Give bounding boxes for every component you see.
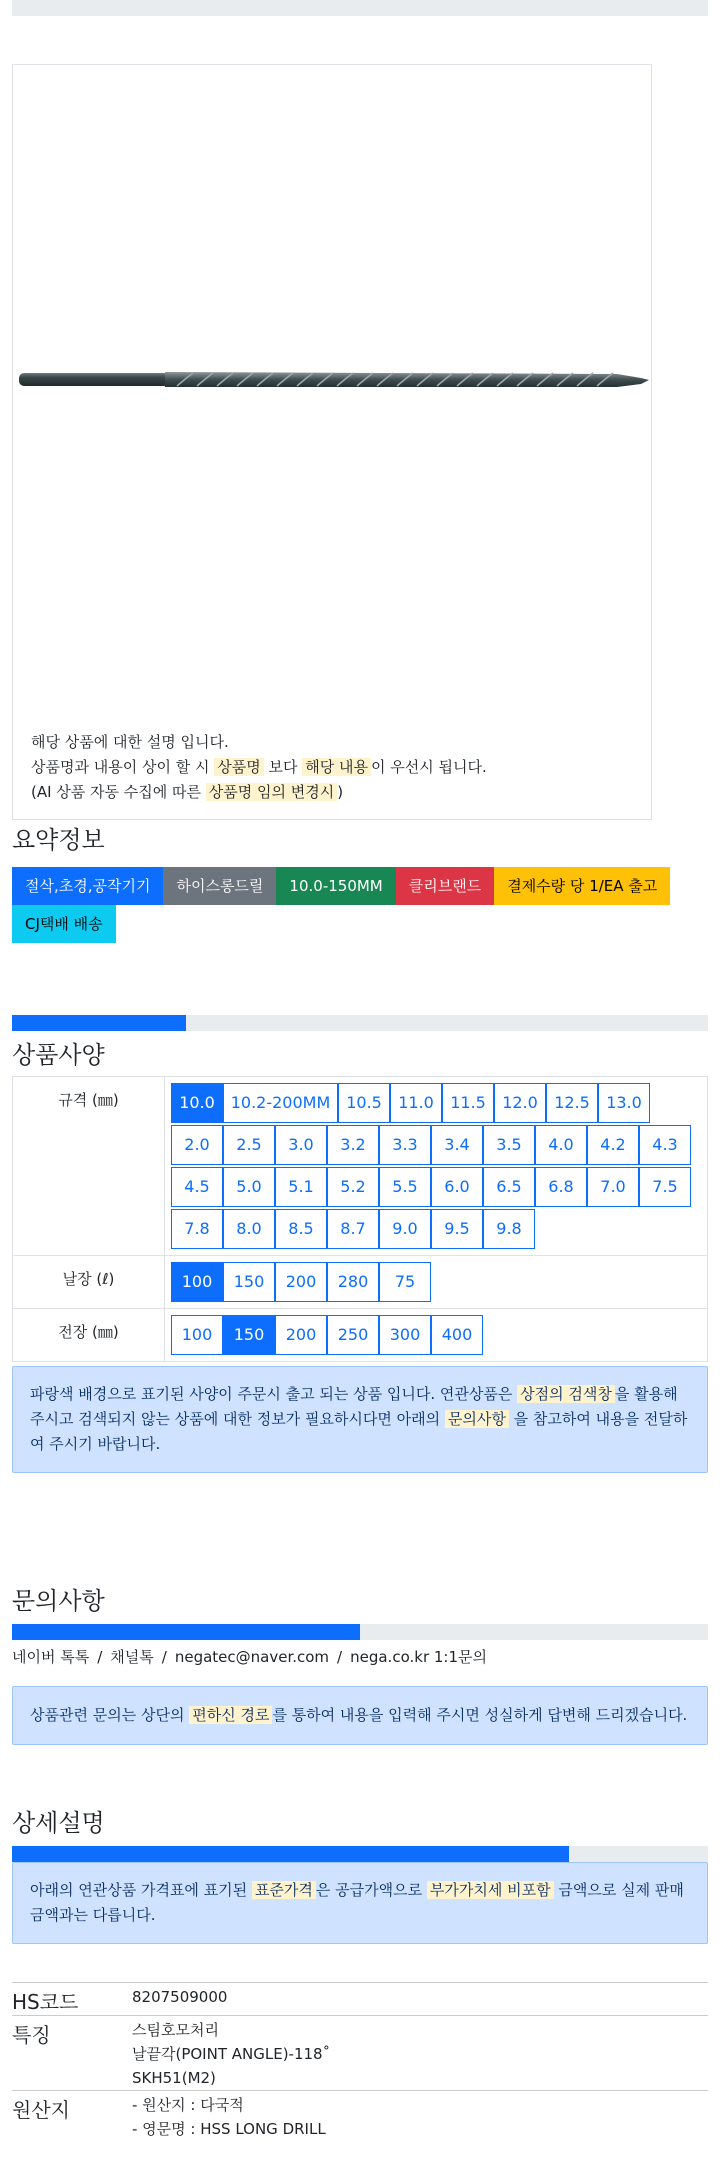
spec-option-button[interactable]: 10.0 (171, 1083, 223, 1123)
summary-tag: CJ택배 배송 (12, 905, 116, 943)
inquiry-alert: 상품관련 문의는 상단의 편하신 경로 를 통하여 내용을 입력해 주시면 성실하게 답변해 드리겠습니다. (12, 1686, 708, 1745)
info-key: 특징 (12, 2016, 132, 2091)
email-link[interactable]: negatec@naver.com (174, 1648, 330, 1666)
spec-options-size (165, 1077, 708, 1256)
highlight-standard-price: 표준가격 (252, 1881, 316, 1899)
spec-option-button[interactable]: 6.0 (431, 1167, 483, 1207)
spec-option-button[interactable]: 2.5 (223, 1125, 275, 1165)
detail-progress-bar (12, 1846, 708, 1862)
spec-option-button[interactable]: 9.8 (483, 1209, 535, 1249)
spec-option-button[interactable]: 100 (171, 1262, 223, 1302)
spec-option-button[interactable]: 3.4 (431, 1125, 483, 1165)
spec-option-button[interactable]: 10.2-200MM (223, 1083, 338, 1123)
spec-options-overall-length (165, 1309, 708, 1362)
spec-option-button[interactable]: 4.2 (587, 1125, 639, 1165)
spec-option-button[interactable]: 5.0 (223, 1167, 275, 1207)
spec-option-button[interactable]: 200 (275, 1315, 327, 1355)
spec-option-button[interactable]: 200 (275, 1262, 327, 1302)
spec-option-button[interactable]: 3.2 (327, 1125, 379, 1165)
spec-option-button[interactable]: 8.0 (223, 1209, 275, 1249)
spec-table (12, 1076, 708, 1362)
spec-option-button[interactable]: 7.5 (639, 1167, 691, 1207)
spec-option-button[interactable]: 6.8 (535, 1167, 587, 1207)
detail-progress-fill (12, 1846, 569, 1862)
highlight-vat-excluded: 부가가치세 비포함 (427, 1881, 554, 1899)
spec-row-overall-length (13, 1309, 708, 1362)
spec-option-button[interactable]: 280 (327, 1262, 379, 1302)
spec-option-button[interactable]: 9.5 (431, 1209, 483, 1249)
spec-option-button[interactable]: 300 (379, 1315, 431, 1355)
spec-option-button[interactable]: 2.0 (171, 1125, 223, 1165)
spec-option-button[interactable]: 7.0 (587, 1167, 639, 1207)
summary-tag: 결제수량 당 1/EA 출고 (494, 867, 670, 905)
spec-option-button[interactable]: 4.3 (639, 1125, 691, 1165)
top-bar (12, 0, 708, 16)
inquiry-links: 네이버 톡톡 / 채널톡 / negatec@naver.com / nega.co.kr 1:1문의 (12, 1648, 487, 1666)
spec-option-button[interactable]: 75 (379, 1262, 431, 1302)
spec-option-button[interactable]: 12.5 (546, 1083, 598, 1123)
spec-label-size: 규격 (㎜) (13, 1077, 165, 1256)
spec-option-button[interactable]: 5.5 (379, 1167, 431, 1207)
info-value: - 원산지 : 다국적 - 영문명 : HSS LONG DRILL (132, 2091, 708, 2142)
highlight-store-search: 상점의 검색창 (517, 1385, 615, 1403)
spec-title: 상품사양 (12, 1041, 105, 1069)
notice-line-1: 해당 상품에 대한 설명 입니다. (31, 733, 229, 751)
inquiry-progress-fill (12, 1624, 360, 1640)
spec-row-size (13, 1077, 708, 1256)
spec-option-button[interactable]: 13.0 (598, 1083, 650, 1123)
info-value: 8207509000 (132, 1983, 708, 2016)
spec-option-button[interactable]: 150 (223, 1315, 275, 1355)
spec-option-button[interactable]: 150 (223, 1262, 275, 1302)
spec-option-button[interactable]: 4.5 (171, 1167, 223, 1207)
summary-tag: 10.0-150MM (276, 867, 395, 905)
spec-option-button[interactable]: 8.7 (327, 1209, 379, 1249)
spec-option-button[interactable]: 11.5 (442, 1083, 494, 1123)
naver-talk-link[interactable]: 네이버 톡톡 (12, 1648, 90, 1666)
one-on-one-link[interactable]: nega.co.kr 1:1문의 (350, 1648, 487, 1666)
highlight-convenient-route: 편하신 경로 (189, 1706, 272, 1724)
spec-label-overall-length: 전장 (㎜) (13, 1309, 165, 1362)
summary-tags (12, 867, 708, 943)
spec-row-flute-length (13, 1256, 708, 1309)
inquiry-title: 문의사항 (12, 1587, 105, 1615)
summary-tag: 절삭,초경,공작기기 (12, 867, 163, 905)
spec-option-button[interactable]: 5.1 (275, 1167, 327, 1207)
spec-option-button[interactable]: 400 (431, 1315, 483, 1355)
info-row-origin (12, 2091, 708, 2142)
spec-option-button[interactable]: 12.0 (494, 1083, 546, 1123)
info-row-hs-code (12, 1983, 708, 2016)
long-drill-bit-image (17, 366, 649, 390)
detail-alert: 아래의 연관상품 가격표에 표기된 표준가격 은 공급가액으로 부가가치세 비포함 금액으로 실제 판매금액과는 다릅니다. (12, 1862, 708, 1944)
spec-option-button[interactable]: 3.5 (483, 1125, 535, 1165)
spec-option-button[interactable]: 6.5 (483, 1167, 535, 1207)
highlight-content: 해당 내용 (302, 758, 371, 776)
notice-line-3: (AI 상품 자동 수집에 따른 상품명 임의 변경시 ) (31, 783, 344, 801)
spec-label-flute-length: 날장 (ℓ) (13, 1256, 165, 1309)
spec-progress-fill (12, 1015, 186, 1031)
detail-title: 상세설명 (12, 1809, 105, 1837)
spec-option-button[interactable]: 100 (171, 1315, 223, 1355)
info-row-features (12, 2016, 708, 2091)
product-image-box (12, 64, 652, 820)
spec-option-button[interactable]: 10.5 (338, 1083, 390, 1123)
summary-title: 요약정보 (12, 826, 105, 854)
spec-option-button[interactable]: 5.2 (327, 1167, 379, 1207)
summary-tag: 하이스롱드릴 (163, 867, 276, 905)
summary-tag: 클리브랜드 (396, 867, 494, 905)
detail-info-table (12, 1982, 708, 2141)
highlight-product-name: 상품명 (214, 758, 263, 776)
spec-option-button[interactable]: 11.0 (390, 1083, 442, 1123)
spec-option-button[interactable]: 3.3 (379, 1125, 431, 1165)
channel-talk-link[interactable]: 채널톡 (110, 1648, 154, 1666)
spec-option-button[interactable]: 250 (327, 1315, 379, 1355)
spec-options-flute-length (165, 1256, 708, 1309)
spec-progress-bar (12, 1015, 708, 1031)
notice-line-2: 상품명과 내용이 상이 할 시 상품명 보다 해당 내용 이 우선시 됩니다. (31, 758, 487, 776)
info-value: 스팀호모처리 날끝각(POINT ANGLE)-118˚ SKH51(M2) (132, 2016, 708, 2091)
highlight-name-change: 상품명 임의 변경시 (206, 783, 337, 801)
spec-option-button[interactable]: 3.0 (275, 1125, 327, 1165)
spec-option-button[interactable]: 7.8 (171, 1209, 223, 1249)
highlight-inquiry: 문의사항 (445, 1410, 509, 1428)
info-key: 원산지 (12, 2091, 132, 2142)
spec-option-button[interactable]: 4.0 (535, 1125, 587, 1165)
info-key: HS코드 (12, 1983, 132, 2016)
inquiry-progress-bar (12, 1624, 708, 1640)
spec-option-button[interactable]: 9.0 (379, 1209, 431, 1249)
spec-alert: 파랑색 배경으로 표기된 사양이 주문시 출고 되는 상품 입니다. 연관상품은 상점의 검색창 을 활용해 주시고 검색되지 않는 상품에 대한 정보가 필요하시다면 아래의 문의사항 을 참고하여 내용을 전달하여 주시기 바랍니다. (12, 1366, 708, 1473)
spec-option-button[interactable]: 8.5 (275, 1209, 327, 1249)
product-notice (31, 730, 487, 805)
